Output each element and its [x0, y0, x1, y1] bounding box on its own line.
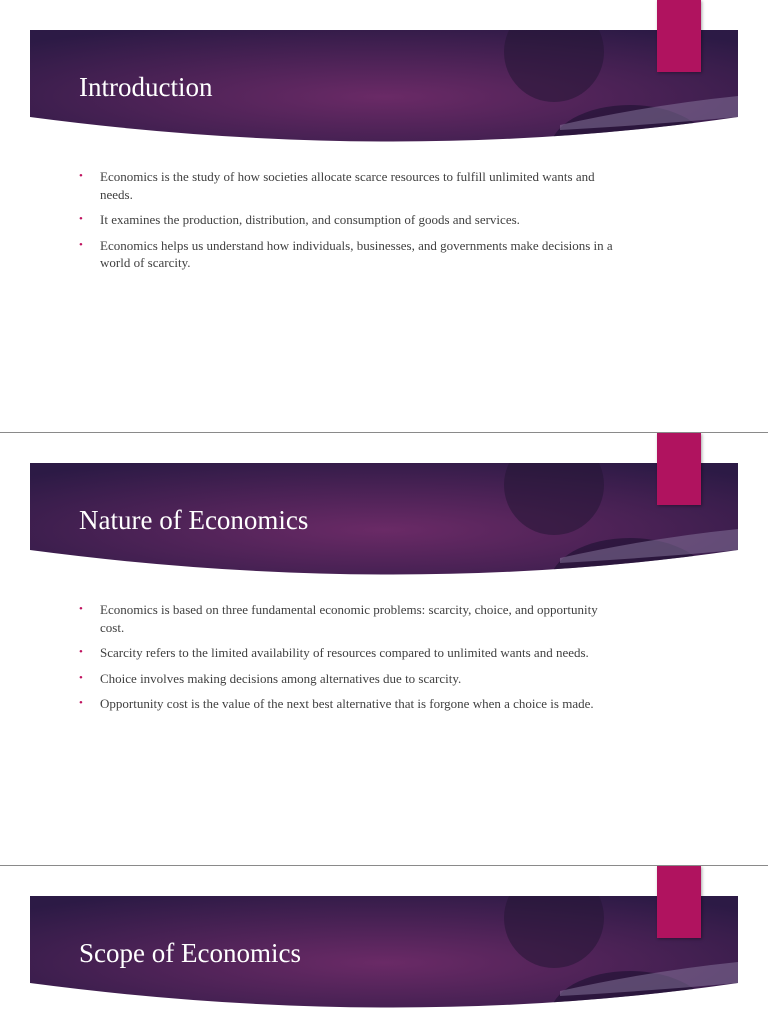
accent-tab [657, 866, 701, 938]
slide-title: Scope of Economics [79, 938, 301, 968]
bullet-icon: • [79, 646, 83, 658]
bullet-icon: • [79, 697, 83, 709]
bullet-text: Economics helps us understand how individuals, businesses, and governments make decisions in a world of scarcity. [100, 237, 613, 270]
slide-title: Introduction [79, 72, 213, 102]
bullet-text: Economics is based on three fundamental economic problems: scarcity, choice, and opportunity cost. [100, 602, 598, 635]
bullet-text: Economics is the study of how societies allocate scarce resources to fulfill unlimited wants and needs. [100, 169, 595, 202]
list-item [79, 670, 619, 688]
accent-tab [657, 0, 701, 72]
bullet-icon: • [79, 238, 83, 251]
list-item [79, 237, 619, 272]
list-item [79, 601, 619, 636]
bullet-list [79, 601, 619, 721]
bullet-text: It examines the production, distribution, and consumption of goods and services. [100, 212, 520, 227]
slide-scope-of-economics [0, 866, 768, 1024]
bullet-icon: • [79, 671, 83, 684]
bullet-text: Opportunity cost is the value of the next best alternative that is forgone when a choice is made. [100, 696, 594, 711]
bullet-list [79, 168, 619, 280]
list-item [79, 644, 619, 662]
bullet-text: Scarcity refers to the limited availability of resources compared to unlimited wants and needs. [100, 645, 589, 660]
slide-introduction [0, 0, 768, 432]
slide-nature-of-economics [0, 433, 768, 865]
bullet-icon: • [79, 603, 83, 615]
bullet-icon: • [79, 170, 83, 182]
list-item [79, 211, 619, 229]
accent-tab [657, 433, 701, 505]
list-item [79, 695, 619, 713]
slide-title: Nature of Economics [79, 505, 309, 535]
bullet-text: Choice involves making decisions among alternatives due to scarcity. [100, 670, 462, 686]
bullet-icon: • [79, 213, 83, 225]
list-item [79, 168, 619, 203]
